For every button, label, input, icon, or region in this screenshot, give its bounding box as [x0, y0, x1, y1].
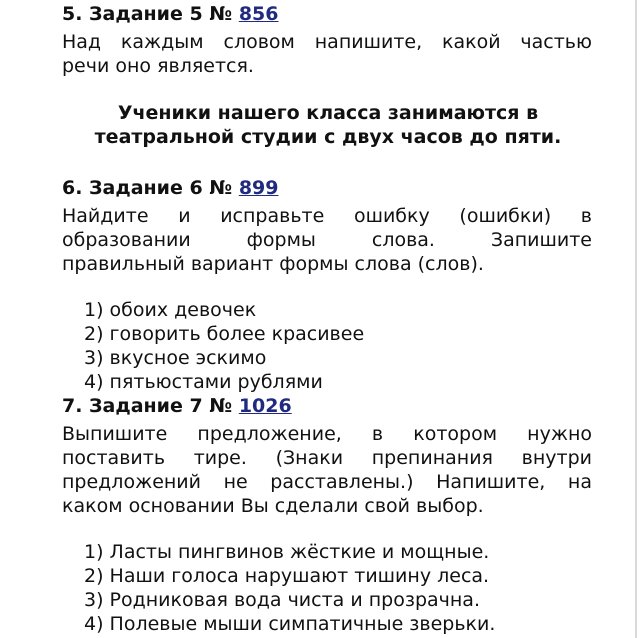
task5-sentence: [50, 101, 606, 149]
task7-option-1: 1) Ласты пингвинов жёсткие и мощные.: [84, 541, 490, 563]
task7-number-link[interactable]: 1026: [238, 395, 292, 417]
task5-instruction: [62, 30, 592, 78]
task7-text-line: Выпишите предложение, в котором нужно: [62, 423, 592, 445]
task6-text-line: Найдите и исправьте ошибку (ошибки) в: [62, 205, 592, 227]
task6-option-1: 1) обоих девочек: [84, 299, 257, 321]
task6-number-link[interactable]: 899: [238, 177, 279, 199]
task6-option-2: 2) говорить более красивее: [84, 323, 365, 345]
task7-header: [62, 394, 292, 418]
task5-text-line: речи оно является.: [62, 55, 254, 77]
task7-text-line: каком основании Вы сделали свой выбор.: [62, 495, 484, 517]
task6-header-label: 6. Задание 6 №: [62, 177, 233, 199]
task6-instruction: [62, 204, 592, 276]
task7-options-list: [84, 540, 495, 636]
task5-text-line: Над каждым словом напишите, какой частью: [62, 31, 592, 53]
task7-text-line: предложений не расставлены.) Напишите, на: [62, 471, 592, 493]
task6-text-line: образовании формы слова. Запишите: [62, 229, 592, 251]
page-edge-divider: [635, 0, 637, 638]
task7-header-label: 7. Задание 7 №: [62, 395, 233, 417]
task5-sentence-line: театральной студии с двух часов до пяти.: [94, 126, 562, 148]
task5-header-label: 5. Задание 5 №: [62, 3, 233, 25]
task7-instruction: [62, 422, 592, 518]
task6-header: [62, 176, 278, 200]
task7-text-line: поставить тире. (Знаки препинания внутри: [62, 447, 592, 469]
task7-option-2: 2) Наши голоса нарушают тишину леса.: [84, 565, 490, 587]
task5-header: [62, 2, 278, 26]
task5-sentence-line: Ученики нашего класса занимаются в: [117, 102, 539, 124]
task6-text-line: правильный вариант формы слова (слов).: [62, 253, 484, 275]
task6-options-list: [84, 298, 364, 394]
task7-option-4: 4) Полевые мыши симпатичные зверьки.: [84, 613, 496, 635]
task6-option-3: 3) вкусное эскимо: [84, 347, 267, 369]
task6-option-4: 4) пятьюстами рублями: [84, 371, 323, 393]
task5-number-link[interactable]: 856: [238, 3, 279, 25]
task7-option-3: 3) Родниковая вода чиста и прозрачна.: [84, 589, 480, 611]
